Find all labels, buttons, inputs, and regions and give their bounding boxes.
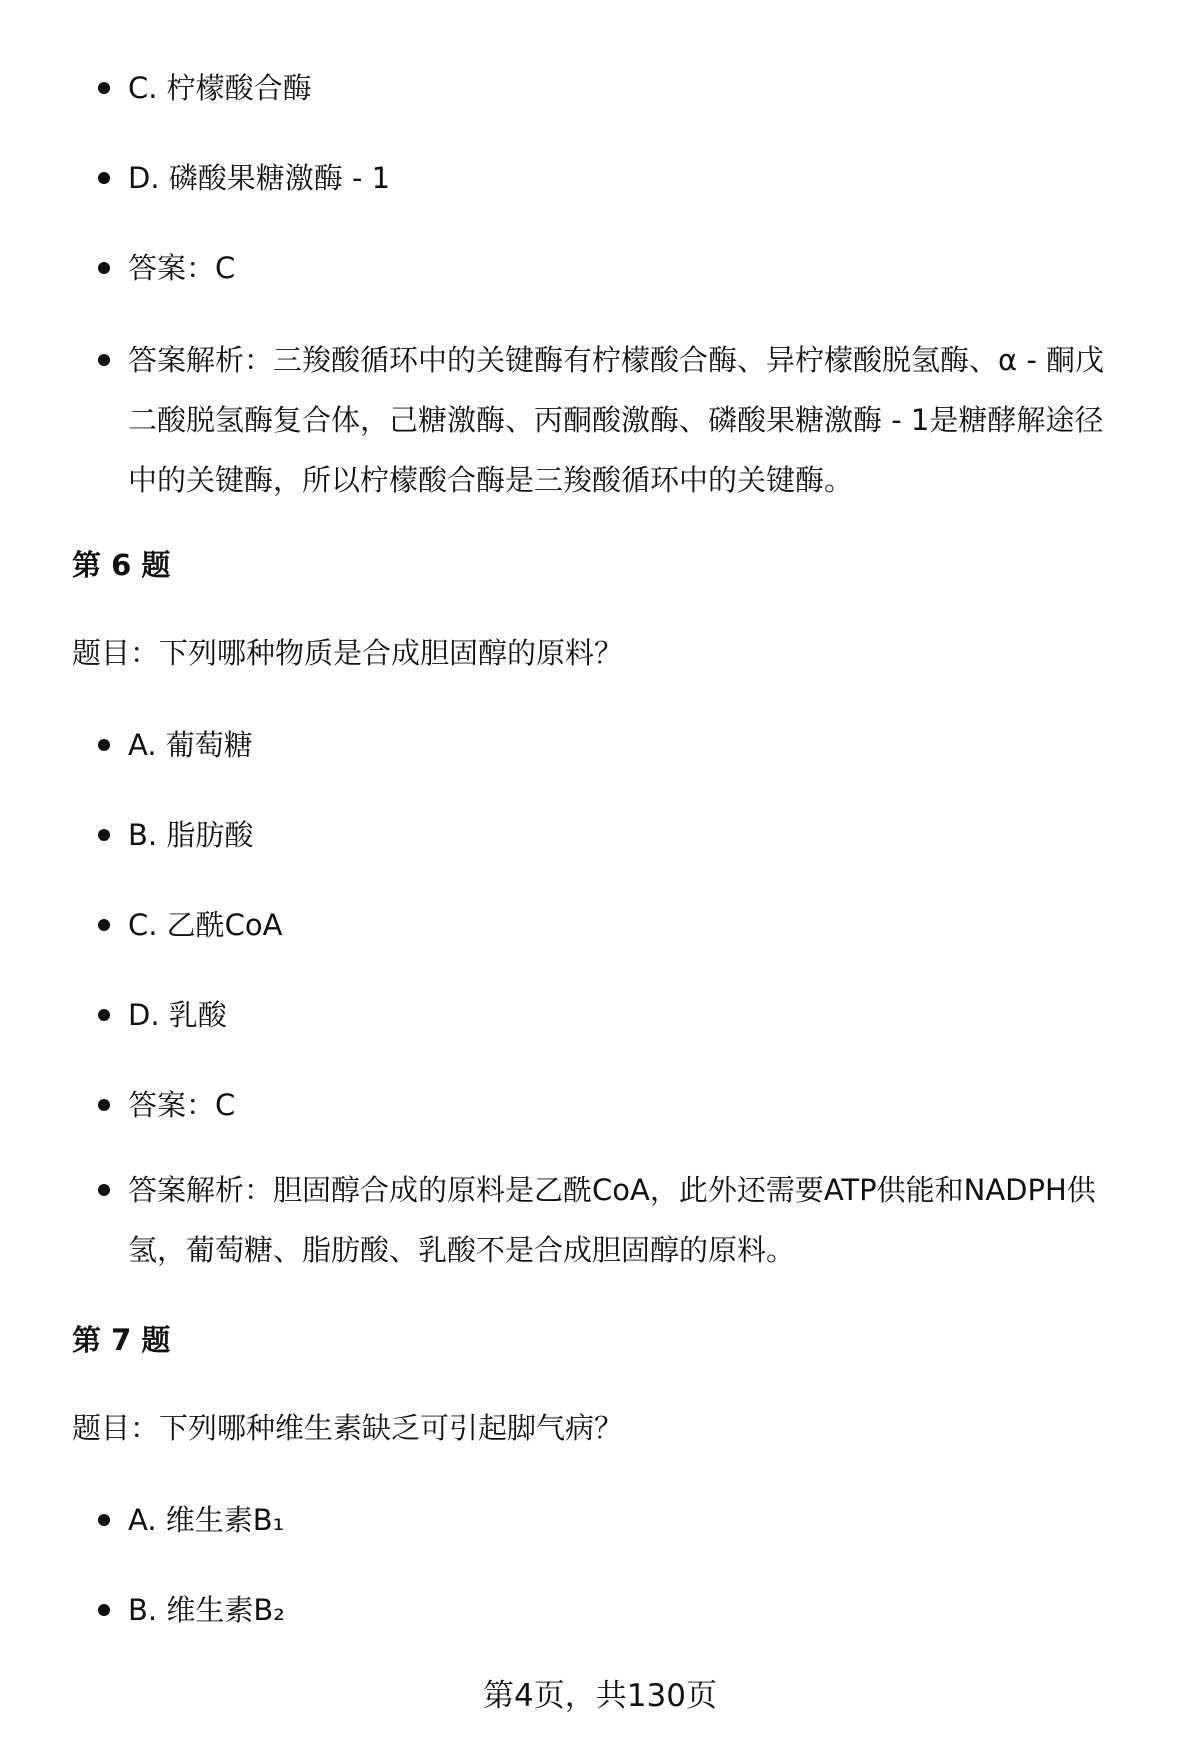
- answer-explanation: 答案解析：胆固醇合成的原料是乙酰CoA，此外还需要ATP供能和NADPH供氢，葡萄糖、脂肪酸、乳酸不是合成胆固醇的原料。: [0, 1160, 1200, 1280]
- option-d: D. 磷酸果糖激酶 - 1: [0, 148, 1200, 208]
- answer: 答案：C: [0, 1075, 1200, 1135]
- option-d: D. 乳酸: [0, 985, 1200, 1045]
- question-6-options: [0, 715, 1200, 1135]
- option-b: B. 维生素B₂: [0, 1580, 1200, 1640]
- question-7-text: 题目：下列哪种维生素缺乏可引起脚气病？: [72, 1411, 624, 1445]
- question-6-text: 题目：下列哪种物质是合成胆固醇的原料？: [72, 636, 624, 670]
- option-a: A. 维生素B₁: [0, 1490, 1200, 1550]
- question-7-options: [0, 1490, 1200, 1640]
- option-c: C. 柠檬酸合酶: [0, 58, 1200, 118]
- answer: 答案：C: [0, 238, 1200, 298]
- page-number: 第4页，共130页: [483, 1678, 717, 1714]
- prev-question-list: [0, 58, 1200, 298]
- question-6-explanation-list: [0, 1160, 1200, 1280]
- option-c: C. 乙酰CoA: [0, 895, 1200, 955]
- prev-explanation-list: [0, 330, 1200, 510]
- question-6-heading: 第 6 题: [72, 548, 171, 582]
- option-a: A. 葡萄糖: [0, 715, 1200, 775]
- answer-explanation: 答案解析：三羧酸循环中的关键酶有柠檬酸合酶、异柠檬酸脱氢酶、α - 酮戊二酸脱氢酶复合体，己糖激酶、丙酮酸激酶、磷酸果糖激酶 - 1是糖酵解途径中的关键酶，所以柠檬酸合酶是三羧酸循环中的关键酶。: [0, 330, 1200, 510]
- question-7-heading: 第 7 题: [72, 1323, 171, 1357]
- option-b: B. 脂肪酸: [0, 805, 1200, 865]
